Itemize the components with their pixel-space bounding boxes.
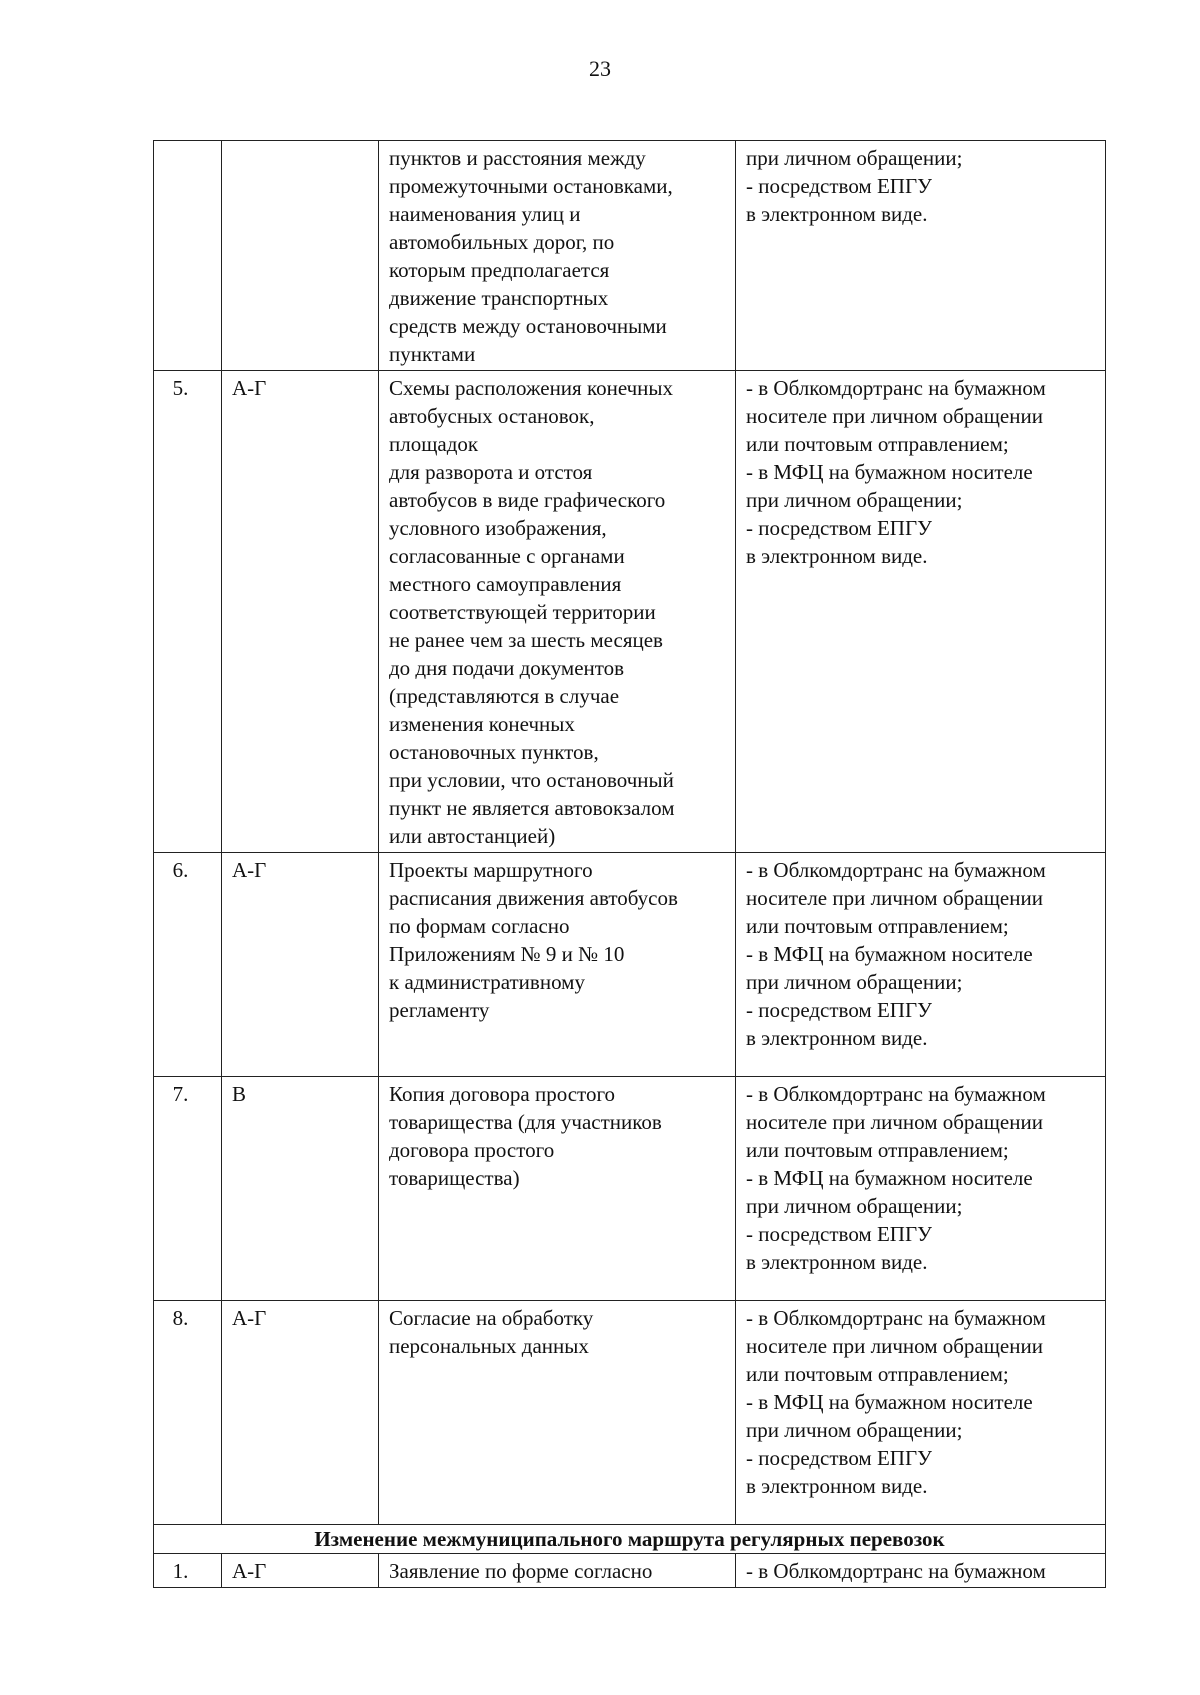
row-number: 7. <box>154 1077 222 1301</box>
text-line: промежуточными остановками, <box>389 174 673 198</box>
text-line: при личном обращении; <box>746 1418 963 1442</box>
text-line: при личном обращении; <box>746 970 963 994</box>
text-line: изменения конечных <box>389 712 575 736</box>
table-row <box>154 371 1106 853</box>
text-line: или почтовым отправлением; <box>746 914 1009 938</box>
row-number: 6. <box>154 853 222 1077</box>
text-line: условного изображения, <box>389 516 607 540</box>
applicant-category: А-Г <box>222 1554 379 1588</box>
text-line: - в МФЦ на бумажном носителе <box>746 1390 1033 1414</box>
text-line: при личном обращении; <box>746 488 963 512</box>
text-line: (представляются в случае <box>389 684 620 708</box>
applicant-category: А-Г <box>222 853 379 1077</box>
page-number: 23 <box>589 56 611 81</box>
text-line: в электронном виде. <box>746 202 928 226</box>
text-line: в электронном виде. <box>746 1026 928 1050</box>
row-number <box>154 141 222 371</box>
text-line: не ранее чем за шесть месяцев <box>389 628 663 652</box>
text-line: или почтовым отправлением; <box>746 1138 1009 1162</box>
text-line: - посредством ЕПГУ <box>746 1222 932 1246</box>
text-line: Проекты маршрутного <box>389 858 593 882</box>
applicant-category: В <box>222 1077 379 1301</box>
text-line: - посредством ЕПГУ <box>746 516 932 540</box>
text-line: - в МФЦ на бумажном носителе <box>746 460 1033 484</box>
text-line: товарищества (для участников <box>389 1110 662 1134</box>
table-body <box>154 141 1106 1525</box>
submission-method <box>736 371 1106 853</box>
text-line: носителе при личном обращении <box>746 1334 1043 1358</box>
text-line: - в МФЦ на бумажном носителе <box>746 1166 1033 1190</box>
text-line: автомобильных дорог, по <box>389 230 615 254</box>
table-row <box>154 1554 1106 1588</box>
text-line: в электронном виде. <box>746 544 928 568</box>
submission-method <box>736 1077 1106 1301</box>
document-description <box>379 371 736 853</box>
text-line: к административному <box>389 970 585 994</box>
text-line: договора простого <box>389 1138 555 1162</box>
text-line: площадок <box>389 432 479 456</box>
text-line: соответствующей территории <box>389 600 656 624</box>
text-line: - посредством ЕПГУ <box>746 998 932 1022</box>
document-description <box>379 141 736 371</box>
document-description <box>379 1554 736 1588</box>
text-line: наименования улиц и <box>389 202 581 226</box>
text-line: - в Облкомдортранс на бумажном <box>746 1559 1046 1583</box>
text-line: или почтовым отправлением; <box>746 1362 1009 1386</box>
submission-method <box>736 141 1106 371</box>
applicant-category: А-Г <box>222 1301 379 1525</box>
text-line: - посредством ЕПГУ <box>746 174 932 198</box>
text-line: автобусных остановок, <box>389 404 595 428</box>
text-line: по формам согласно <box>389 914 570 938</box>
submission-method <box>736 1554 1106 1588</box>
documents-table <box>153 140 1106 1588</box>
text-line: Копия договора простого <box>389 1082 616 1106</box>
section-title: Изменение межмуниципального маршрута регулярных перевозок <box>154 1525 1106 1554</box>
text-line: остановочных пунктов, <box>389 740 599 764</box>
text-line: при личном обращении; <box>746 1194 963 1218</box>
text-line: Согласие на обработку <box>389 1306 594 1330</box>
text-line: Приложениям № 9 и № 10 <box>389 942 625 966</box>
text-line: средств между остановочными <box>389 314 667 338</box>
text-line: носителе при личном обращении <box>746 404 1043 428</box>
text-line: регламенту <box>389 998 490 1022</box>
text-line: - в Облкомдортранс на бумажном <box>746 1306 1046 1330</box>
text-line: согласованные с органами <box>389 544 625 568</box>
text-line: которым предполагается <box>389 258 610 282</box>
text-line: движение транспортных <box>389 286 609 310</box>
document-description <box>379 853 736 1077</box>
table-row <box>154 1077 1106 1301</box>
text-line: - в Облкомдортранс на бумажном <box>746 376 1046 400</box>
text-line: товарищества) <box>389 1166 520 1190</box>
document-description <box>379 1301 736 1525</box>
text-line: в электронном виде. <box>746 1474 928 1498</box>
document-description <box>379 1077 736 1301</box>
text-line: - в Облкомдортранс на бумажном <box>746 858 1046 882</box>
applicant-category: А-Г <box>222 371 379 853</box>
section-header-row <box>154 1525 1106 1554</box>
text-line: - в МФЦ на бумажном носителе <box>746 942 1033 966</box>
table-row <box>154 853 1106 1077</box>
text-line: автобусов в виде графического <box>389 488 666 512</box>
text-line: пунктов и расстояния между <box>389 146 646 170</box>
text-line: - посредством ЕПГУ <box>746 1446 932 1470</box>
text-line: при личном обращении; <box>746 146 963 170</box>
text-line: носителе при личном обращении <box>746 886 1043 910</box>
section-body <box>154 1525 1106 1588</box>
applicant-category <box>222 141 379 371</box>
text-line: расписания движения автобусов <box>389 886 678 910</box>
text-line: при условии, что остановочный <box>389 768 674 792</box>
row-number: 1. <box>154 1554 222 1588</box>
text-line: Схемы расположения конечных <box>389 376 674 400</box>
text-line: носителе при личном обращении <box>746 1110 1043 1134</box>
text-line: для разворота и отстоя <box>389 460 593 484</box>
submission-method <box>736 1301 1106 1525</box>
text-line: или почтовым отправлением; <box>746 432 1009 456</box>
submission-method <box>736 853 1106 1077</box>
text-line: местного самоуправления <box>389 572 622 596</box>
table-row <box>154 141 1106 371</box>
text-line: до дня подачи документов <box>389 656 625 680</box>
text-line: Заявление по форме согласно <box>389 1559 653 1583</box>
table-row <box>154 1301 1106 1525</box>
text-line: пункт не является автовокзалом <box>389 796 675 820</box>
text-line: персональных данных <box>389 1334 589 1358</box>
text-line: или автостанцией) <box>389 824 556 848</box>
text-line: в электронном виде. <box>746 1250 928 1274</box>
row-number: 5. <box>154 371 222 853</box>
text-line: - в Облкомдортранс на бумажном <box>746 1082 1046 1106</box>
text-line: пунктами <box>389 342 476 366</box>
row-number: 8. <box>154 1301 222 1525</box>
